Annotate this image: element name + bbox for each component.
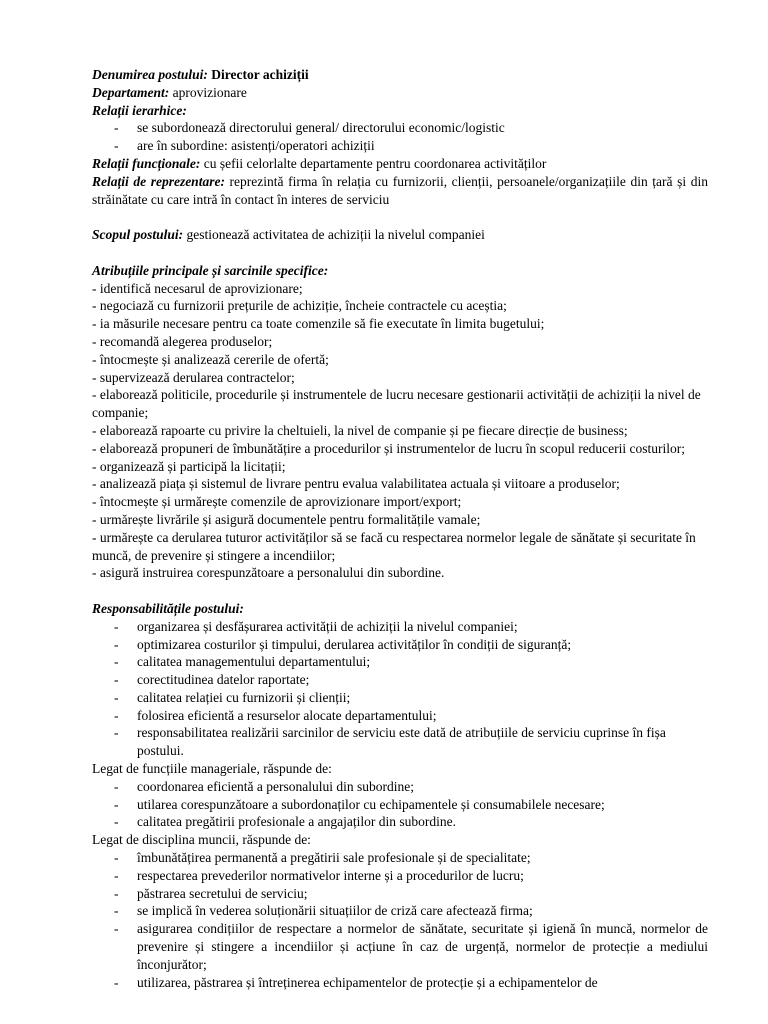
list-item: - calitatea relației cu furnizorii și clienții; bbox=[92, 689, 708, 707]
list-item: - organizarea și desfășurarea activității de achiziții la nivelul companiei; bbox=[92, 618, 708, 636]
discipline-list bbox=[92, 849, 708, 991]
hierarchy-list bbox=[92, 119, 708, 155]
managerial-intro: Legat de funcțiile manageriale, răspunde de: bbox=[92, 761, 332, 777]
list-item: - se implică în vederea soluționării situațiilor de criză care afectează firma; bbox=[92, 902, 708, 920]
list-item: - urmărește ca derularea tuturor activităților să se facă cu respectarea normelor legale de sănătate și securitate în muncă, de prevenire și stingere a incendiilor; bbox=[92, 529, 696, 563]
list-item: - organizează și participă la licitații; bbox=[92, 458, 286, 474]
list-item: - responsabilitatea realizării sarcinilor de serviciu este dată de atribuțiile de serviciu cuprinse în fișa postului. bbox=[92, 724, 708, 760]
department-label: Departament: bbox=[92, 84, 170, 100]
list-item: - elaborează rapoarte cu privire la cheltuieli, la nivel de companie și pe fiecare direcție de business; bbox=[92, 422, 628, 438]
list-item: - păstrarea secretului de serviciu; bbox=[92, 885, 708, 903]
functional-relations-label: Relații funcționale: bbox=[92, 155, 201, 171]
duties-title: Atribuțiile principale și sarcinile specifice: bbox=[92, 262, 329, 278]
list-item: - negociază cu furnizorii prețurile de achiziție, încheie contractele cu aceștia; bbox=[92, 298, 507, 314]
list-item: - folosirea eficientă a resurselor alocate departamentului; bbox=[92, 707, 708, 725]
discipline-intro: Legat de disciplina muncii, răspunde de: bbox=[92, 832, 311, 848]
list-item: - asigurarea condițiilor de respectare a normelor de sănătate, securitate și igienă în muncă, normelor de prevenire și stingere a incendiilor și acțiune în caz de urgență, normelor de protecție a mediului înconjurător; bbox=[92, 920, 708, 973]
representation-value: reprezintă firma în relația cu furnizorii, clienții, persoanele/organizațiile din țară și din străinătate cu care intră în contact în interes de serviciu bbox=[92, 173, 708, 207]
list-item: - recomandă alegerea produselor; bbox=[92, 333, 273, 349]
managerial-list bbox=[92, 778, 708, 831]
list-item: - întocmește și analizează cererile de ofertă; bbox=[92, 351, 329, 367]
list-item: - identifică necesarul de aprovizionare; bbox=[92, 280, 303, 296]
list-item: - elaborează politicile, procedurile și instrumentele de lucru necesare gestionarii activității de achiziții la nivel de companie; bbox=[92, 387, 701, 421]
list-item: - utilizarea, păstrarea și întreținerea echipamentelor de protecție și a echipamentelor de bbox=[92, 974, 708, 992]
scope-line bbox=[92, 226, 708, 244]
hierarchy-label: Relații ierarhice: bbox=[92, 102, 187, 118]
list-item: - întocmește și urmărește comenzile de aprovizionare import/export; bbox=[92, 494, 462, 510]
department-value: aprovizionare bbox=[172, 84, 247, 100]
scope-value: gestionează activitatea de achiziții la nivelul companiei bbox=[186, 227, 485, 243]
list-item: - supervizează derularea contractelor; bbox=[92, 369, 295, 385]
department-line bbox=[92, 84, 708, 102]
responsibilities-title: Responsabilitățile postului: bbox=[92, 600, 244, 616]
functional-relations-line bbox=[92, 155, 708, 173]
list-item: - asigură instruirea corespunzătoare a personalului din subordine. bbox=[92, 565, 445, 581]
list-item: - respectarea prevederilor normativelor interne și a procedurilor de lucru; bbox=[92, 867, 708, 885]
list-item: - corectitudinea datelor raportate; bbox=[92, 671, 708, 689]
functional-relations-value: cu șefii celorlalte departamente pentru coordonarea activităților bbox=[203, 155, 547, 171]
list-item: - calitatea managementului departamentului; bbox=[92, 653, 708, 671]
list-item: - analizează piața și sistemul de livrare pentru evalua valabilitatea actuala și viitoare a produselor; bbox=[92, 476, 620, 492]
list-item: - îmbunătățirea permanentă a pregătirii sale profesionale și de specialitate; bbox=[92, 849, 708, 867]
representation-label: Relații de reprezentare: bbox=[92, 173, 225, 189]
job-title-value: Director achiziții bbox=[211, 67, 309, 82]
list-item: - utilarea corespunzătoare a subordonaților cu echipamentele și consumabilele necesare; bbox=[92, 796, 708, 814]
representation-line bbox=[92, 173, 708, 209]
job-title-line bbox=[92, 66, 708, 84]
job-title-label: Denumirea postului: bbox=[92, 67, 208, 82]
list-item: - coordonarea eficientă a personalului din subordine; bbox=[92, 778, 708, 796]
duties-list bbox=[92, 280, 708, 583]
list-item: - calitatea pregătirii profesionale a angajaților din subordine. bbox=[92, 813, 708, 831]
list-item: - elaborează propuneri de îmbunătățire a procedurilor și instrumentelor de lucru în scopul reducerii costurilor; bbox=[92, 440, 686, 456]
responsibilities-list bbox=[92, 618, 708, 760]
list-item: - se subordonează directorului general/ directorului economic/logistic bbox=[92, 119, 708, 137]
list-item: - are în subordine: asistenți/operatori achiziții bbox=[92, 137, 708, 155]
list-item: - optimizarea costurilor și timpului, derularea activităților în condiții de siguranță; bbox=[92, 636, 708, 654]
scope-label: Scopul postului: bbox=[92, 227, 184, 243]
list-item: - urmărește livrările și asigură documentele pentru formalitățile vamale; bbox=[92, 511, 481, 527]
list-item: - ia măsurile necesare pentru ca toate comenzile să fie executate în limita bugetului; bbox=[92, 316, 545, 332]
